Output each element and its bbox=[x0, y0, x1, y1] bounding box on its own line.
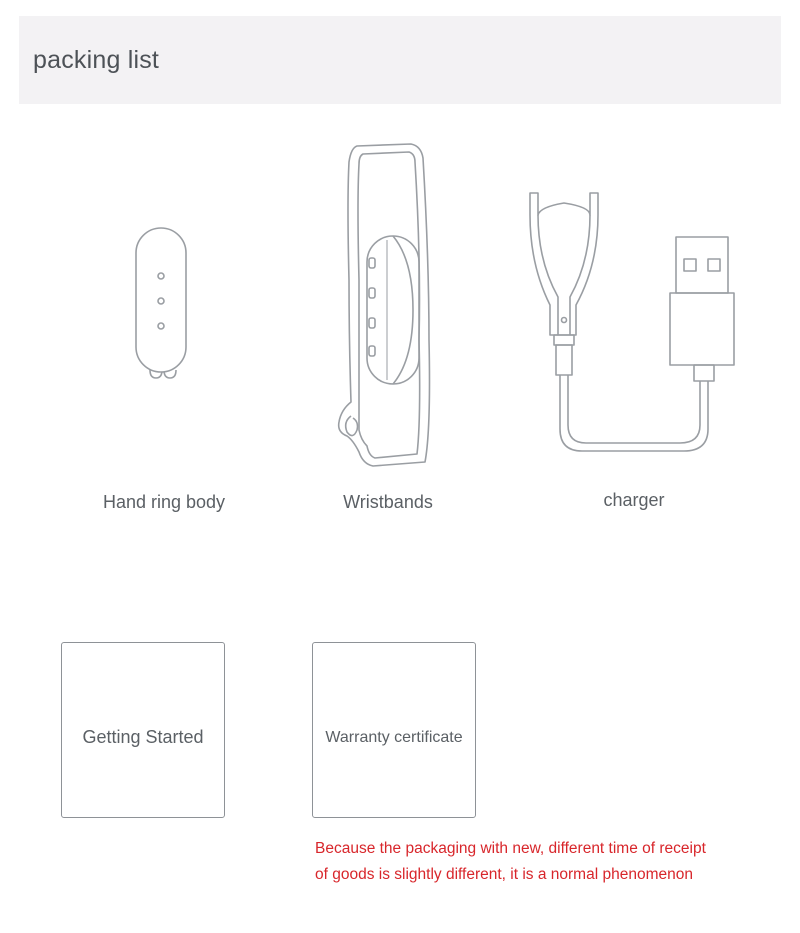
item-label-wristbands: Wristbands bbox=[343, 492, 433, 512]
item-label-charger: charger bbox=[603, 490, 665, 510]
section-header bbox=[19, 16, 781, 104]
notice-line-2: of goods is slightly different, it is a normal phenomenon bbox=[315, 866, 693, 883]
wristband-icon bbox=[325, 140, 455, 475]
warranty-certificate-card bbox=[312, 642, 476, 818]
usb-charger-icon bbox=[520, 185, 750, 460]
item-label-hand-ring-body: Hand ring body bbox=[102, 492, 226, 512]
page-title: packing list bbox=[33, 46, 160, 74]
card-label-warranty-certificate: Warranty certificate bbox=[325, 729, 463, 746]
notice-line-1: Because the packaging with new, different time of receipt bbox=[315, 840, 706, 857]
tracker-capsule-icon bbox=[120, 220, 200, 390]
card-label-getting-started: Getting Started bbox=[82, 727, 204, 747]
getting-started-card bbox=[61, 642, 225, 818]
packaging-notice bbox=[315, 836, 785, 888]
